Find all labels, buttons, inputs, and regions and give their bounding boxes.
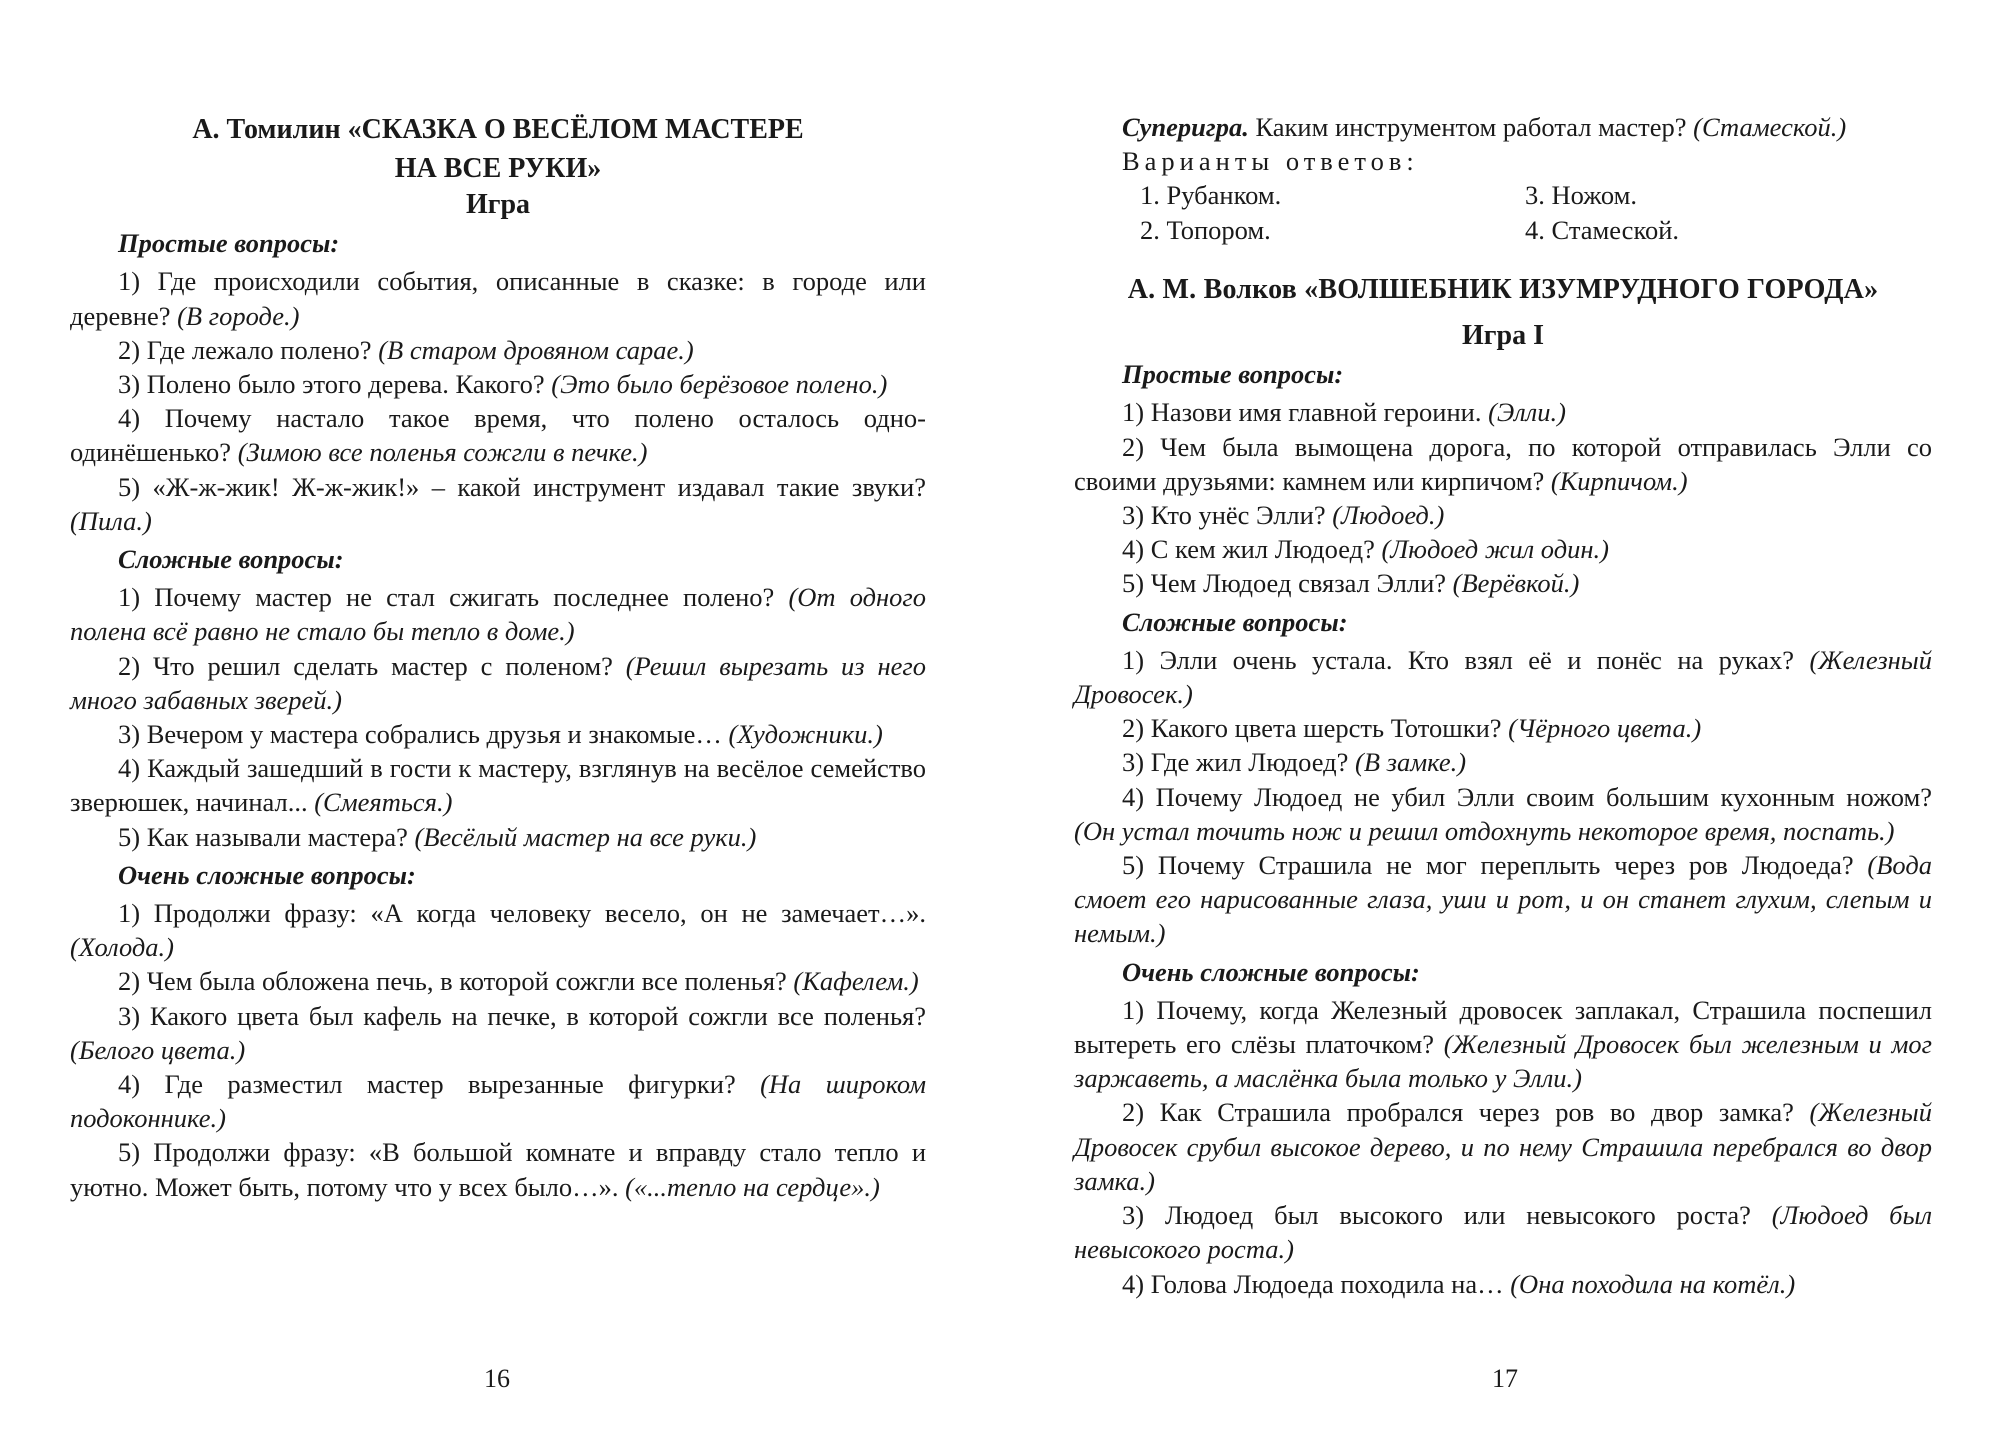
section-complex-questions: Сложные вопросы: bbox=[118, 544, 344, 575]
question bbox=[70, 401, 926, 469]
game-heading: Игра bbox=[465, 189, 531, 220]
question-text: 2) Что решил сделать мастер с поленом? bbox=[118, 650, 626, 681]
section-simple-questions: Простые вопросы: bbox=[118, 228, 340, 259]
question bbox=[70, 470, 926, 538]
question-text: 2) Где лежало полено? bbox=[118, 334, 379, 365]
answer: (Железный Дровосек был железным и мог заржаветь, а маслёнка была только у Элли.) bbox=[1074, 1029, 1932, 1094]
question-text: 4) С кем жил Людоед? bbox=[1122, 534, 1382, 565]
answer: (Кафелем.) bbox=[793, 966, 919, 997]
question bbox=[1074, 430, 1932, 498]
question-text: 2) Как Страшила пробрался через ров во двор замка? bbox=[1122, 1097, 1810, 1128]
right-page bbox=[1074, 110, 1932, 1301]
question bbox=[70, 999, 926, 1067]
question-text: 1) Элли очень устала. Кто взял её и понёс на руках? bbox=[1122, 644, 1810, 675]
option-item: 4. Стамеской. bbox=[1525, 214, 1680, 245]
story-title bbox=[70, 110, 926, 188]
question bbox=[70, 717, 926, 751]
question-text: 4) Голова Людоеда походила на… bbox=[1122, 1268, 1511, 1299]
question bbox=[70, 751, 926, 819]
question bbox=[1074, 643, 1932, 711]
title-line-1: А. Томилин «СКАЗКА О ВЕСЁЛОМ МАСТЕРЕ bbox=[192, 114, 804, 145]
question bbox=[1074, 1095, 1932, 1198]
page-number-left: 16 bbox=[484, 1364, 510, 1393]
question bbox=[70, 649, 926, 717]
question-text: 3) Кто унёс Элли? bbox=[1122, 500, 1333, 531]
answer: (Решил вырезать из него много забавных зверей.) bbox=[70, 650, 926, 715]
answer: (Людоед.) bbox=[1332, 500, 1445, 531]
answer: (Верёвкой.) bbox=[1452, 568, 1580, 599]
answer: («...тепло на сердце».) bbox=[625, 1171, 880, 1202]
answer: (Смеяться.) bbox=[314, 787, 453, 818]
option-item: 3. Ножом. bbox=[1525, 180, 1638, 211]
question-text: 4) Каждый зашедший в гости к мастеру, взглянув на весёлое семейство зверюшек, начинал... bbox=[70, 753, 926, 818]
super-answer: (Стамеской.) bbox=[1693, 112, 1847, 142]
question bbox=[1074, 1198, 1932, 1266]
question-text: 1) Почему мастер не стал сжигать последнее полено? bbox=[118, 582, 789, 613]
question bbox=[70, 580, 926, 648]
story-title: А. М. Волков «ВОЛШЕБНИК ИЗУМРУДНОГО ГОРОДА» bbox=[1127, 273, 1879, 305]
answer: (Элли.) bbox=[1488, 397, 1566, 428]
answer: (Холода.) bbox=[70, 932, 174, 963]
option-item: 1. Рубанком. bbox=[1140, 180, 1282, 211]
game-heading: Игра I bbox=[1462, 320, 1544, 352]
question bbox=[70, 367, 926, 401]
answer: (От одного полена всё равно не стало бы тепло в доме.) bbox=[70, 582, 926, 647]
section-very-complex-questions: Очень сложные вопросы: bbox=[1122, 956, 1420, 987]
question bbox=[70, 964, 926, 998]
answer: (Художники.) bbox=[728, 719, 883, 750]
question bbox=[70, 1067, 926, 1135]
question-text: 1) Назови имя главной героини. bbox=[1122, 397, 1489, 428]
super-question: Каким инструментом работал мастер? bbox=[1248, 112, 1694, 142]
question-text: 5) Почему Страшила не мог переплыть через ров Людоеда? bbox=[1122, 850, 1868, 881]
question-text: 1) Продолжи фразу: «А когда человеку весело, он не замечает…». bbox=[118, 898, 926, 929]
question-text: 5) Чем Людоед связал Элли? bbox=[1122, 568, 1453, 599]
answer: (Людоед жил один.) bbox=[1381, 534, 1609, 565]
super-game-label: Суперигра. bbox=[1122, 112, 1249, 142]
answer: (Чёрного цвета.) bbox=[1508, 713, 1702, 744]
question-text: 5) Как называли мастера? bbox=[118, 821, 415, 852]
question-text: 3) Полено было этого дерева. Какого? bbox=[118, 369, 552, 400]
question bbox=[1074, 498, 1932, 532]
answer: (Кирпичом.) bbox=[1550, 465, 1688, 496]
answer: (Она походила на котёл.) bbox=[1510, 1268, 1796, 1299]
question bbox=[70, 896, 926, 964]
question-text: 1) Где происходили события, описанные в сказке: в городе или деревне? bbox=[70, 266, 926, 331]
question-text: 1) Почему, когда Железный дровосек заплакал, Страшила поспешил вытереть его слёзы платочком? bbox=[1074, 994, 1932, 1060]
question bbox=[1074, 711, 1932, 745]
question bbox=[70, 820, 926, 854]
answer: (Людоед был невысокого роста.) bbox=[1074, 1200, 1933, 1265]
answer-options bbox=[1074, 178, 1932, 246]
question bbox=[1074, 1267, 1932, 1301]
variants-label: Варианты ответов: bbox=[1122, 146, 1419, 177]
answer: (Весёлый мастер на все руки.) bbox=[414, 821, 757, 852]
question-text: 3) Где жил Людоед? bbox=[1122, 747, 1356, 778]
question-text: 3) Вечером у мастера собрались друзья и знакомые… bbox=[118, 719, 729, 750]
title-line-2: НА ВСЕ РУКИ» bbox=[394, 153, 602, 184]
question bbox=[1074, 848, 1932, 951]
question-text: 3) Какого цвета был кафель на печке, в которой сожгли все поленья? bbox=[118, 1000, 926, 1031]
answer: (Зимою все поленья сожгли в печке.) bbox=[237, 437, 648, 468]
answer: (Это было берёзовое полено.) bbox=[551, 369, 888, 400]
question-text: 3) Людоед был высокого или невысокого роста? bbox=[1122, 1200, 1772, 1231]
question-text: 4) Почему Людоед не убил Элли своим большим кухонным ножом? bbox=[1122, 781, 1932, 812]
answer: (Белого цвета.) bbox=[70, 1034, 246, 1065]
answer: (Он устал точить нож и решил отдохнуть некоторое время, поспать.) bbox=[1074, 815, 1895, 846]
left-page bbox=[70, 110, 926, 1204]
super-game bbox=[1074, 110, 1932, 144]
section-simple-questions: Простые вопросы: bbox=[1122, 359, 1344, 390]
answer: (На широком подоконнике.) bbox=[70, 1069, 926, 1134]
section-very-complex-questions: Очень сложные вопросы: bbox=[118, 859, 416, 890]
question bbox=[70, 1135, 926, 1203]
question bbox=[70, 264, 926, 332]
question bbox=[70, 333, 926, 367]
question-text: 4) Почему настало такое время, что полено осталось одно-одинёшенько? bbox=[70, 403, 926, 468]
question-text: 4) Где разместил мастер вырезанные фигурки? bbox=[118, 1069, 761, 1100]
answer: (Железный Дровосек срубил высокое дерево, и по нему Страшила перебрался во двор замка.) bbox=[1074, 1097, 1932, 1196]
answer: (Пила.) bbox=[70, 505, 152, 536]
question bbox=[1074, 566, 1932, 600]
question bbox=[1074, 532, 1932, 566]
question-text: 2) Чем была обложена печь, в которой сожгли все поленья? bbox=[118, 966, 794, 997]
answer: (В старом дровяном сарае.) bbox=[378, 334, 694, 365]
section-complex-questions: Сложные вопросы: bbox=[1122, 606, 1348, 637]
option-item: 2. Топором. bbox=[1140, 214, 1271, 245]
question-text: 5) Продолжи фразу: «В большой комнате и вправду стало тепло и уютно. Может быть, потому что у всех было…». bbox=[70, 1137, 926, 1202]
question-text: 5) «Ж-ж-жик! Ж-ж-жик!» – какой инструмент издавал такие звуки? bbox=[118, 471, 926, 502]
answer: (В замке.) bbox=[1355, 747, 1467, 778]
question bbox=[1074, 745, 1932, 779]
answer: (В городе.) bbox=[177, 300, 300, 331]
question-text: 2) Какого цвета шерсть Тотошки? bbox=[1122, 713, 1509, 744]
question-text: 2) Чем была вымощена дорога, по которой отправилась Элли со своими друзьями: камнем или кирпичом? bbox=[1074, 431, 1932, 496]
page-number-right: 17 bbox=[1492, 1364, 1518, 1393]
answer: (Вода смоет его нарисованные глаза, уши и рот, и он станет глухим, слепым и немым.) bbox=[1074, 850, 1932, 949]
answer: (Железный Дровосек.) bbox=[1074, 644, 1932, 710]
question bbox=[1074, 993, 1932, 1096]
question bbox=[1074, 780, 1932, 848]
question bbox=[1074, 395, 1932, 429]
